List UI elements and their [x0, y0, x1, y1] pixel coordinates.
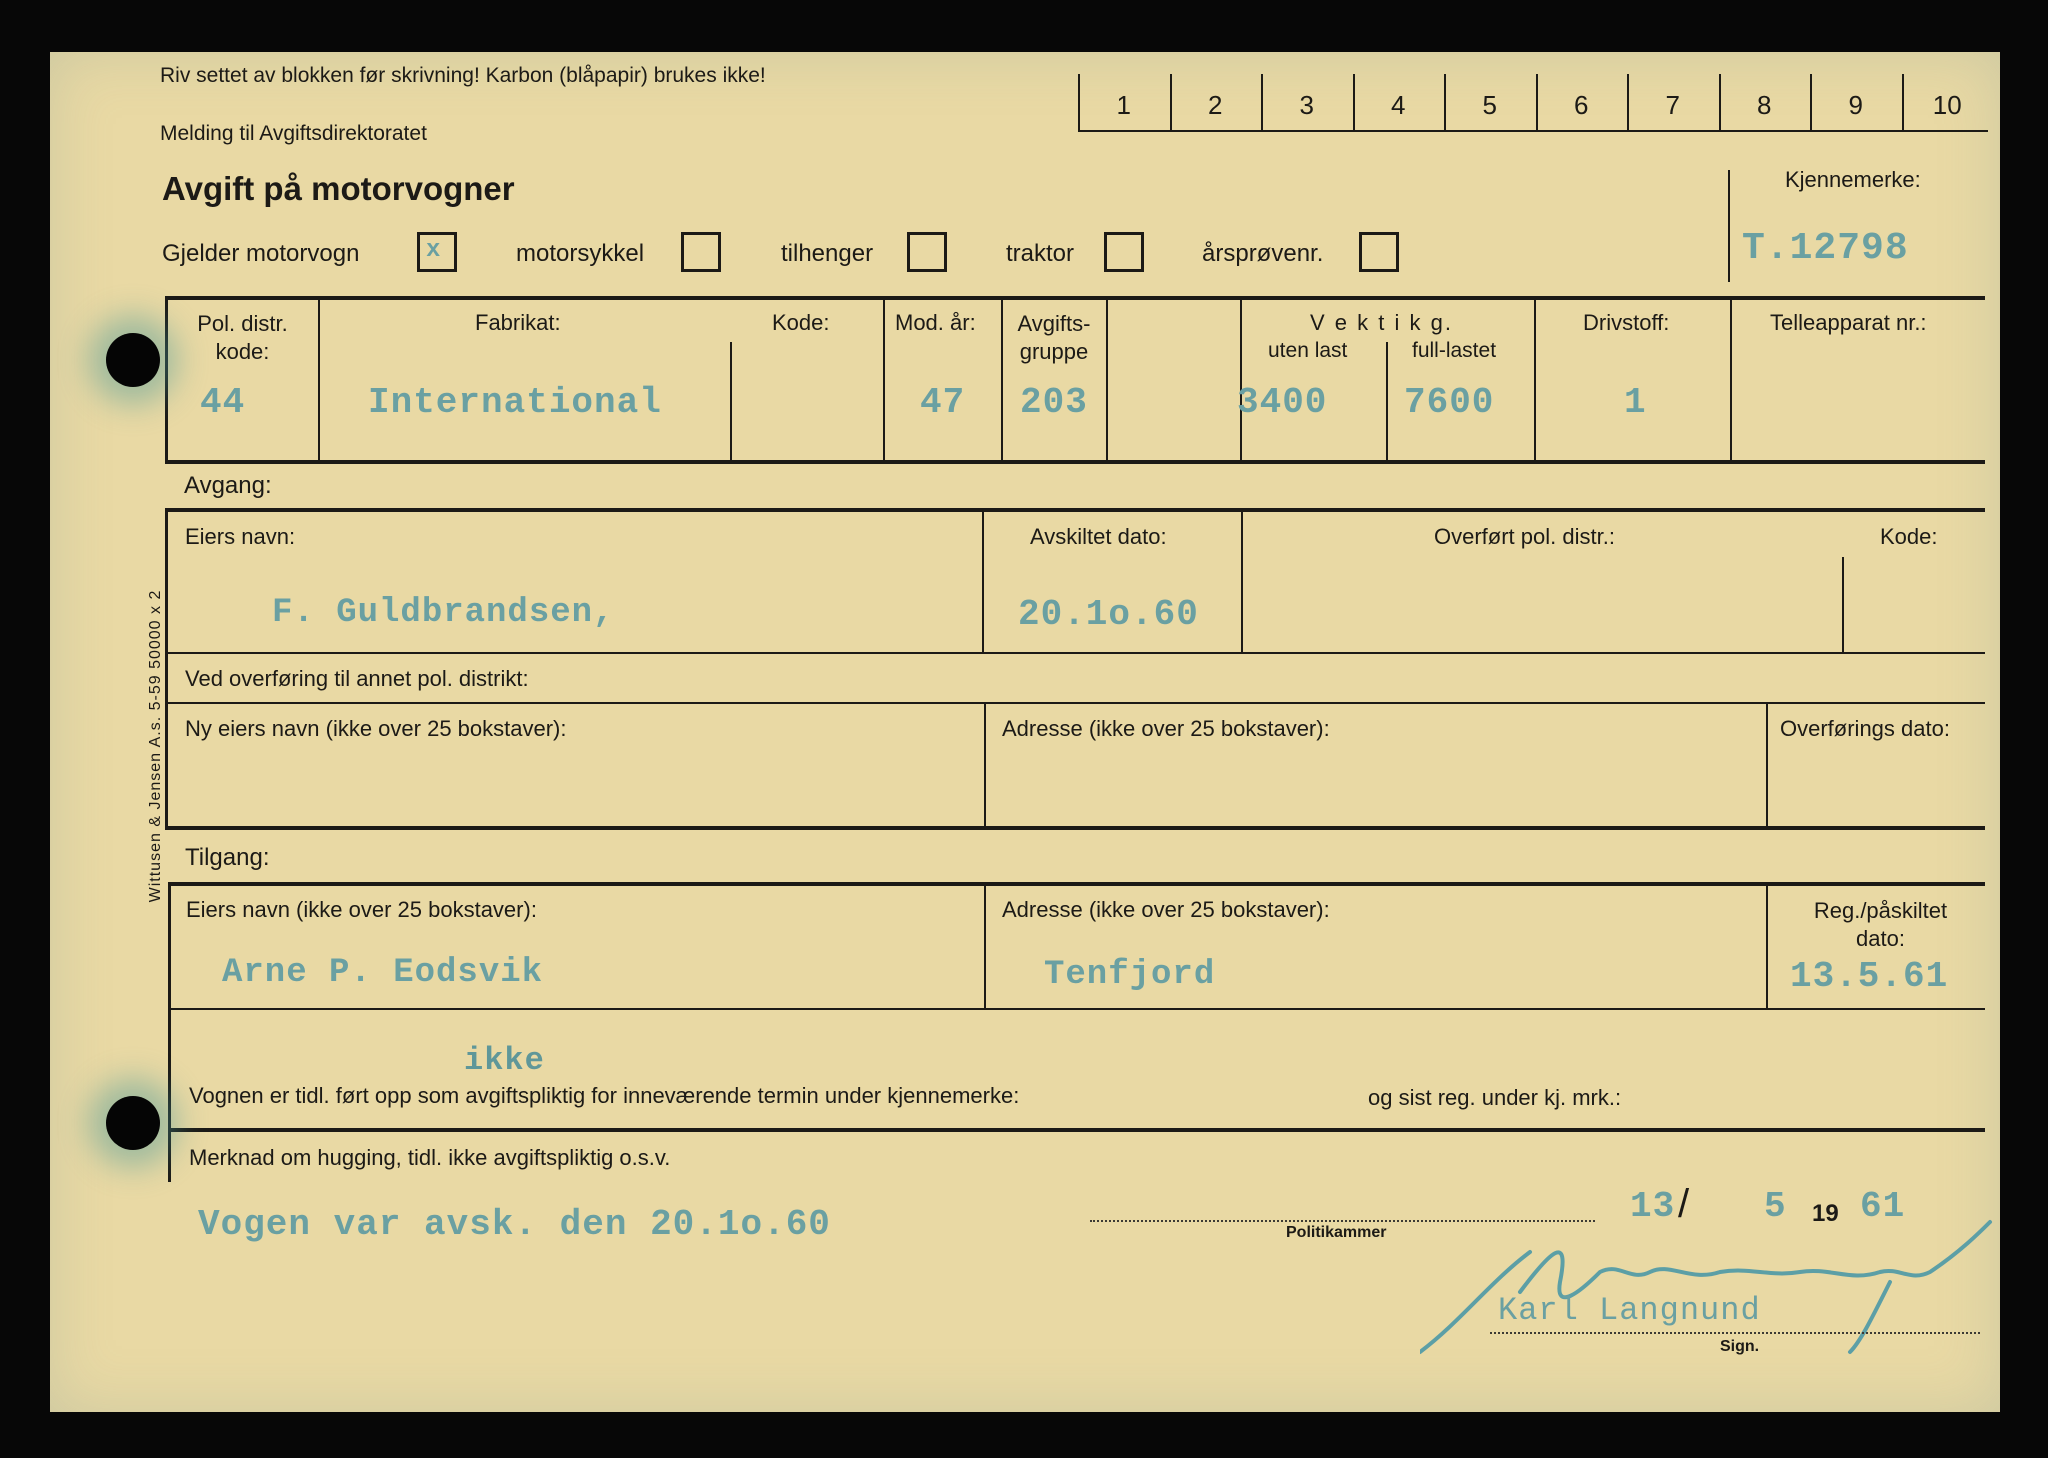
mod-ar-value: 47 [920, 382, 966, 423]
tilhenger-checkbox[interactable] [907, 232, 947, 272]
uten-last-value: 3400 [1237, 382, 1328, 423]
overfort-label: Overført pol. distr.: [1434, 524, 1615, 549]
overforings-dato-label: Overførings dato: [1780, 716, 1950, 741]
politikammer-label: Politikammer [1286, 1224, 1387, 1241]
avgang-adresse-label: Adresse (ikke over 25 bokstaver): [1002, 716, 1330, 741]
kjennemerke-label: Kjennemerke: [1785, 167, 1921, 192]
tidl-fort-text: Vognen er tidl. ført opp som avgiftspliktig for inneværende termin under kjennemerke: [189, 1083, 1020, 1108]
motorvogn-checkbox[interactable] [417, 232, 457, 272]
tilgang-eiers-navn-value: Arne P. Eodsvik [222, 954, 544, 992]
date-day: 13 [1630, 1186, 1676, 1227]
tilgang-eiers-navn-label: Eiers navn (ikke over 25 bokstaver): [186, 897, 537, 922]
drivstoff-header: Drivstoff: [1583, 310, 1670, 335]
fabrikat-header: Fabrikat: [475, 310, 561, 335]
date-century: 19 [1812, 1200, 1839, 1227]
ikke-typed: ikke [464, 1042, 545, 1079]
full-lastet-header: full-lastet [1412, 339, 1497, 362]
avgang-title: Avgang: [184, 472, 272, 499]
arsprovenr-checkbox[interactable] [1359, 232, 1399, 272]
motorsykkel-checkbox[interactable] [681, 232, 721, 272]
uten-last-header: uten last [1268, 339, 1348, 362]
full-lastet-value: 7600 [1404, 382, 1495, 423]
reg-dato-label: Reg./påskiltet dato: [1813, 898, 1948, 951]
avskiltet-value: 20.1o.60 [1018, 594, 1199, 635]
option-tilhenger: tilhenger [781, 240, 874, 267]
merknad-label: Merknad om hugging, tidl. ikke avgiftspliktig o.s.v. [189, 1145, 671, 1170]
mod-ar-header: Mod. år: [895, 310, 976, 335]
number-strip-cell: 8 [1757, 90, 1772, 120]
recipient-text: Melding til Avgiftsdirektoratet [160, 122, 427, 145]
instruction-text: Riv settet av blokken før skrivning! Karbon (blåpapir) brukes ikke! [160, 64, 766, 87]
punch-hole-top [106, 333, 160, 387]
reg-dato-value: 13.5.61 [1790, 956, 1949, 997]
avgiftsgruppe-value: 203 [1020, 382, 1088, 423]
signature-name: Karl Langnund [1498, 1292, 1761, 1329]
avgiftsgruppe-header: Avgifts- gruppe [1017, 311, 1091, 364]
motorvogn-mark: x [426, 237, 442, 264]
pol-distr-value: 44 [200, 382, 246, 423]
merknad-value: Vogen var avsk. den 20.1o.60 [198, 1204, 831, 1245]
avgang-kode-label: Kode: [1880, 524, 1938, 549]
date-month: 5 [1764, 1186, 1787, 1227]
number-strip-cell: 1 [1116, 90, 1131, 120]
number-strip-cell: 3 [1299, 90, 1314, 120]
punch-hole-bottom [106, 1096, 160, 1150]
tilgang-title: Tilgang: [185, 844, 270, 871]
pol-distr-header: Pol. distr. kode: [197, 311, 288, 364]
tax-form-card [50, 52, 2000, 1412]
sist-reg-text: og sist reg. under kj. mrk.: [1368, 1085, 1622, 1110]
option-arsprovenr: årsprøvenr. [1202, 240, 1324, 267]
form-title: Avgift på motorvogner [162, 170, 515, 207]
sign-label: Sign. [1720, 1338, 1760, 1355]
avskiltet-label: Avskiltet dato: [1030, 524, 1167, 549]
option-motorsykkel: motorsykkel [516, 240, 645, 267]
vekt-header: V e k t i k g. [1310, 310, 1453, 335]
tilgang-adresse-label: Adresse (ikke over 25 bokstaver): [1002, 897, 1330, 922]
date-year: 61 [1860, 1186, 1906, 1227]
fabrikat-value: International [368, 382, 662, 423]
avgang-eiers-navn-label: Eiers navn: [185, 524, 296, 549]
avgang-eiers-navn-value: F. Guldbrandsen, [272, 594, 615, 632]
number-strip-cell: 7 [1665, 90, 1680, 120]
signature-scribble [1420, 1212, 2000, 1362]
option-traktor: traktor [1006, 240, 1075, 267]
number-strip-cell: 6 [1574, 90, 1589, 120]
vehicle-type-label: Gjelder motorvogn [162, 240, 360, 267]
ny-eier-label: Ny eiers navn (ikke over 25 bokstaver): [185, 716, 567, 741]
number-strip-cell: 5 [1482, 90, 1497, 120]
kjennemerke-value: T.12798 [1742, 227, 1909, 270]
drivstoff-value: 1 [1624, 382, 1647, 423]
kode-header: Kode: [772, 310, 830, 335]
number-strip-cell: 10 [1932, 90, 1962, 120]
number-strip-cell: 4 [1391, 90, 1406, 120]
telleapparat-header: Telleapparat nr.: [1770, 310, 1927, 335]
number-strip-cell: 2 [1208, 90, 1223, 120]
traktor-checkbox[interactable] [1104, 232, 1144, 272]
side-print-text: Wittusen & Jensen A.s. 5-59 50000 x 2 [147, 589, 164, 903]
number-strip-cell: 9 [1848, 90, 1863, 120]
ved-overforing-label: Ved overføring til annet pol. distrikt: [185, 666, 529, 691]
tilgang-adresse-value: Tenfjord [1044, 956, 1216, 994]
date-slash: / [1678, 1182, 1690, 1226]
